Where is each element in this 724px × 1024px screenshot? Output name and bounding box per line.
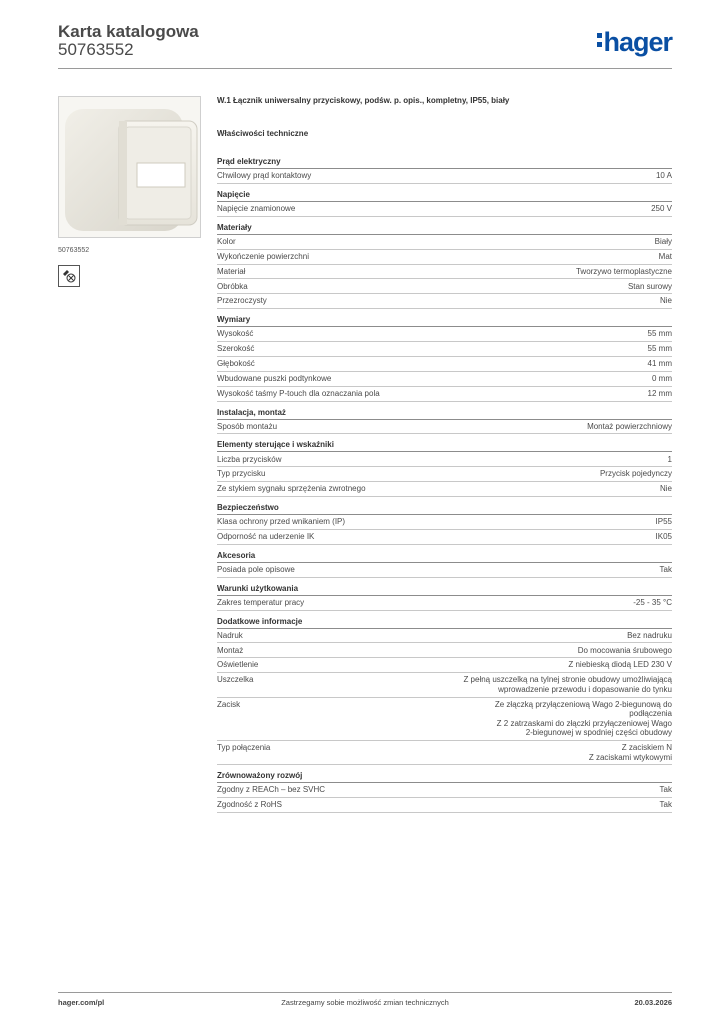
spec-row xyxy=(217,467,672,482)
spec-row xyxy=(217,169,672,184)
spec-row xyxy=(217,643,672,658)
spec-row xyxy=(217,265,672,280)
spec-value-line: Z zaciskiem N xyxy=(621,743,672,753)
spec-value xyxy=(417,455,672,465)
product-image xyxy=(58,96,201,238)
spec-group-title: Bezpieczeństwo xyxy=(217,501,672,515)
spec-row xyxy=(217,372,672,387)
spec-value-line: 2-biegunowej w spodniej części obudowy xyxy=(525,728,672,738)
spec-row xyxy=(217,452,672,467)
hager-logo xyxy=(597,27,672,58)
spec-row xyxy=(217,387,672,402)
document-number: 50763552 xyxy=(58,40,134,59)
spec-value xyxy=(417,374,672,384)
spec-group-title: Napięcie xyxy=(217,188,672,202)
spec-label: Zakres temperatur pracy xyxy=(217,597,305,607)
spec-row xyxy=(217,235,672,250)
spec-label: Odporność na uderzenie IK xyxy=(217,532,315,542)
spec-value xyxy=(417,204,672,214)
spec-value xyxy=(417,660,672,670)
spec-row xyxy=(217,783,672,798)
spec-value xyxy=(417,237,672,247)
spec-value-line: 41 mm xyxy=(647,359,672,369)
spec-value xyxy=(417,517,672,527)
spec-value-line: Nie xyxy=(659,296,672,306)
spec-group xyxy=(217,582,672,611)
spec-value-line: 1 xyxy=(667,454,672,464)
spec-row xyxy=(217,658,672,673)
spec-label: Uszczelka xyxy=(217,675,254,685)
spec-value-line: 55 mm xyxy=(647,329,672,339)
spec-value-line: 0 mm xyxy=(652,373,672,383)
spec-row xyxy=(217,563,672,578)
spec-row xyxy=(217,342,672,357)
spec-label: Napięcie znamionowe xyxy=(217,204,296,214)
spec-value-line: 55 mm xyxy=(647,344,672,354)
spec-value-line: IP55 xyxy=(655,517,672,527)
document-title: Karta katalogowa xyxy=(58,22,199,41)
spec-group-title: Warunki użytkowania xyxy=(217,582,672,596)
spec-value-line: Z niebieską diodą LED 230 V xyxy=(568,660,672,670)
installation-symbol-icon xyxy=(58,265,80,287)
footer-disclaimer: Zastrzegamy sobie możliwość zmian technicznych xyxy=(281,998,449,1007)
spec-label: Ze stykiem sygnału sprzężenia zwrotnego xyxy=(217,484,366,494)
footer-divider xyxy=(58,992,672,993)
spec-row xyxy=(217,629,672,644)
section-title: Właściwości techniczne xyxy=(217,129,309,138)
spec-group-title: Zrównoważony rozwój xyxy=(217,769,672,783)
spec-value-line: Z zaciskami wtykowymi xyxy=(588,752,672,762)
spec-value-line: Ze złączką przyłączeniową Wago 2-biegunową do xyxy=(494,699,672,709)
spec-value-line: 250 V xyxy=(651,204,672,214)
spec-row xyxy=(217,250,672,265)
spec-value-line: Tak xyxy=(659,800,672,810)
spec-label: Obróbka xyxy=(217,281,248,291)
spec-group-title: Materiały xyxy=(217,221,672,235)
spec-label: Typ połączenia xyxy=(217,743,271,753)
spec-group xyxy=(217,155,672,184)
spec-label: Zgodny z REACh – bez SVHC xyxy=(217,785,326,795)
spec-group xyxy=(217,313,672,401)
spec-label: Wysokość xyxy=(217,329,254,339)
footer-date: 20.03.2026 xyxy=(634,998,672,1007)
spec-row xyxy=(217,698,672,741)
spec-row xyxy=(217,482,672,497)
product-title: W.1 Łącznik uniwersalny przyciskowy, podśw. p. opis., kompletny, IP55, biały xyxy=(217,96,510,105)
spec-label: Materiał xyxy=(217,266,246,276)
spec-row xyxy=(217,202,672,217)
spec-row xyxy=(217,327,672,342)
spec-group xyxy=(217,501,672,545)
spec-label: Wbudowane puszki podtynkowe xyxy=(217,373,332,383)
spec-value-line: IK05 xyxy=(655,532,672,542)
spec-label: Zgodność z RoHS xyxy=(217,800,282,810)
spec-value xyxy=(417,252,672,262)
spec-group xyxy=(217,406,672,435)
spec-value xyxy=(417,469,672,479)
spec-group xyxy=(217,615,672,766)
spec-row xyxy=(217,357,672,372)
footer-website: hager.com/pl xyxy=(58,998,105,1007)
spec-group-title: Dodatkowe informacje xyxy=(217,615,672,629)
spec-group-title: Akcesoria xyxy=(217,549,672,563)
spec-value-line: Bez nadruku xyxy=(627,630,672,640)
spec-group-title: Wymiary xyxy=(217,313,672,327)
spec-value xyxy=(417,484,672,494)
spec-value xyxy=(417,700,672,738)
page-header xyxy=(58,20,672,68)
specifications xyxy=(217,96,672,813)
spec-value xyxy=(417,565,672,575)
spec-value xyxy=(417,282,672,292)
header-divider xyxy=(58,68,672,69)
spec-value xyxy=(417,675,672,694)
spec-value xyxy=(417,646,672,656)
spec-value-line: wprowadzenie przewodu i dopasowanie do tynku xyxy=(498,684,672,694)
spec-row xyxy=(217,530,672,545)
spec-value xyxy=(417,598,672,608)
spec-value xyxy=(417,743,672,762)
spec-row xyxy=(217,515,672,530)
spec-value-line: Tworzywo termoplastyczne xyxy=(575,266,672,276)
spec-row xyxy=(217,673,672,697)
spec-group xyxy=(217,438,672,497)
spec-value xyxy=(417,389,672,399)
product-image-column xyxy=(58,96,201,287)
spec-label: Wysokość taśmy P-touch dla oznaczania pola xyxy=(217,388,380,398)
spec-row xyxy=(217,798,672,813)
spec-value-line: Tak xyxy=(659,564,672,574)
spec-groups xyxy=(217,155,672,813)
spec-group-title: Instalacja, montaż xyxy=(217,406,672,420)
spec-group xyxy=(217,188,672,217)
spec-value xyxy=(417,785,672,795)
spec-value-line: Nie xyxy=(659,484,672,494)
spec-row xyxy=(217,420,672,435)
spec-label: Oświetlenie xyxy=(217,660,259,670)
spec-label: Sposób montażu xyxy=(217,421,278,431)
spec-value-line: Mat xyxy=(658,251,672,261)
image-reference: 50763552 xyxy=(58,247,90,254)
spec-value xyxy=(417,296,672,306)
spec-label: Montaż xyxy=(217,645,244,655)
spec-value-line: Z 2 zatrzaskami do złączki przyłączeniowej Wago xyxy=(496,718,672,728)
spec-value xyxy=(417,329,672,339)
spec-label: Głębokość xyxy=(217,359,255,369)
spec-value-line: Biały xyxy=(654,236,672,246)
spec-value-line: Montaż powierzchniowy xyxy=(587,421,672,431)
spec-value xyxy=(417,422,672,432)
spec-label: Klasa ochrony przed wnikaniem (IP) xyxy=(217,517,346,527)
spec-label: Nadruk xyxy=(217,630,243,640)
spec-group xyxy=(217,769,672,813)
spec-row xyxy=(217,741,672,765)
logo-dots-icon xyxy=(597,33,602,51)
spec-value-line: podłączenia xyxy=(629,709,672,719)
spec-value xyxy=(417,532,672,542)
spec-value-line: Przycisk pojedynczy xyxy=(599,469,672,479)
logo-text: hager xyxy=(603,27,672,57)
spec-value xyxy=(417,267,672,277)
spec-label: Zacisk xyxy=(217,699,241,709)
spec-value xyxy=(417,359,672,369)
spec-label: Wykończenie powierzchni xyxy=(217,251,309,261)
spec-row xyxy=(217,279,672,294)
spec-label: Przezroczysty xyxy=(217,296,267,306)
spec-group xyxy=(217,549,672,578)
spec-value-line: Tak xyxy=(659,785,672,795)
spec-label: Typ przycisku xyxy=(217,469,266,479)
spec-group-title: Prąd elektryczny xyxy=(217,155,672,169)
spec-value xyxy=(417,171,672,181)
switch-product-icon xyxy=(59,97,200,237)
spec-row xyxy=(217,596,672,611)
spec-label: Szerokość xyxy=(217,344,255,354)
spec-group-title: Elementy sterujące i wskaźniki xyxy=(217,438,672,452)
spec-value-line: Do mocowania śrubowego xyxy=(577,645,672,655)
spec-value-line: 10 A xyxy=(655,171,672,181)
spec-label: Kolor xyxy=(217,236,236,246)
spec-value xyxy=(417,631,672,641)
spec-value-line: Stan surowy xyxy=(627,281,672,291)
spec-label: Liczba przycisków xyxy=(217,454,282,464)
spec-label: Chwilowy prąd kontaktowy xyxy=(217,171,312,181)
spec-value xyxy=(417,344,672,354)
spec-value xyxy=(417,800,672,810)
spec-value-line: -25 - 35 °C xyxy=(633,597,672,607)
spec-label: Posiada pole opisowe xyxy=(217,564,295,574)
spec-value-line: Z pełną uszczelką na tylnej stronie obudowy umożliwiającą xyxy=(463,675,672,685)
spec-row xyxy=(217,294,672,309)
spec-value-line: 12 mm xyxy=(647,388,672,398)
spec-group xyxy=(217,221,672,309)
